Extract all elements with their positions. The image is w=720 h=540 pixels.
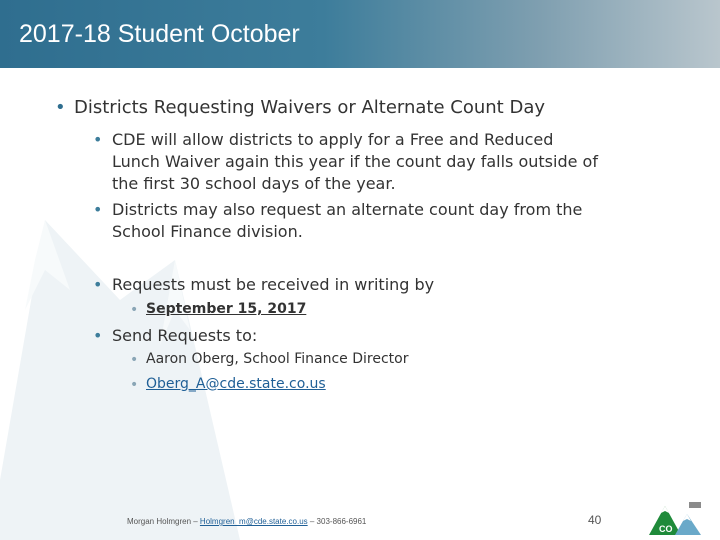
sub-bullet-line: Lunch Waiver again this year if the count day falls outside of xyxy=(112,152,598,171)
contact-email-link[interactable]: Oberg_A@cde.state.co.us xyxy=(146,376,326,392)
bullet-marker: • xyxy=(93,275,103,294)
bullet-marker: • xyxy=(130,352,139,368)
bullet-marker: • xyxy=(130,302,139,318)
cde-logo xyxy=(647,500,703,536)
deadline-date: September 15, 2017 xyxy=(146,301,307,317)
bullet-marker: • xyxy=(93,130,103,149)
sub-bullet-line: CDE will allow districts to apply for a Free and Reduced xyxy=(112,130,554,149)
page-number: 40 xyxy=(588,513,602,527)
contact-name: Aaron Oberg, School Finance Director xyxy=(146,351,409,367)
bullet-marker: • xyxy=(93,326,103,345)
sub-bullet-line: the first 30 school days of the year. xyxy=(112,174,396,193)
sub-bullet-requests: Requests must be received in writing by xyxy=(112,275,435,294)
footer-email-link[interactable]: Holmgren_m@cde.state.co.us xyxy=(199,517,308,526)
footer-phone: – 303-866-6961 xyxy=(307,517,367,526)
bullet-marker: • xyxy=(93,200,103,219)
sub-bullet-line: School Finance division. xyxy=(112,222,303,241)
logo-text: CO xyxy=(659,524,673,534)
bullet-districts-requesting: Districts Requesting Waivers or Alternate Count Day xyxy=(74,97,546,118)
slide-title: 2017-18 Student October xyxy=(19,20,300,48)
bullet-marker: • xyxy=(130,377,139,393)
sub-bullet-send: Send Requests to: xyxy=(112,326,258,345)
bullet-marker: • xyxy=(55,97,66,118)
footer xyxy=(127,517,366,526)
footer-name: Morgan Holmgren – xyxy=(127,517,200,526)
sub-bullet-line: Districts may also request an alternate count day from the xyxy=(112,200,583,219)
